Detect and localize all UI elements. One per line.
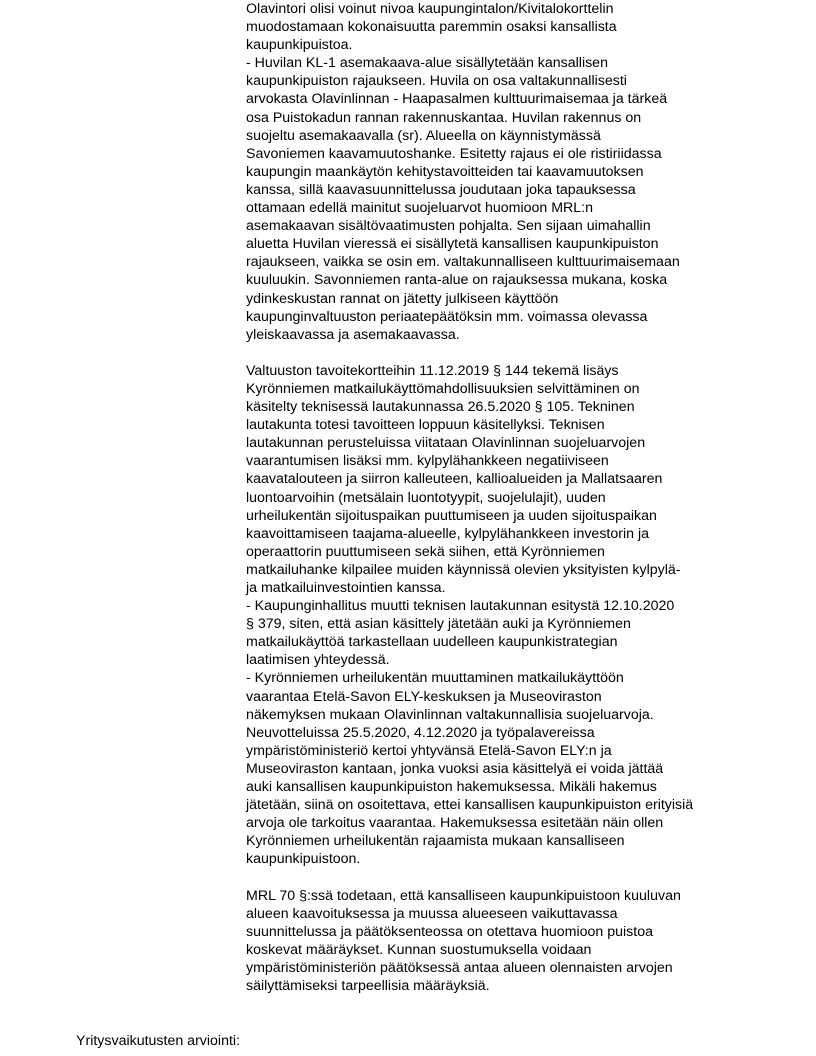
text-line: Museoviraston kantaan, jonka vuoksi asia käsittelyä ei voida jättää bbox=[246, 760, 664, 777]
text-line: ja matkailuinvestointien kanssa. bbox=[246, 580, 446, 596]
document-body bbox=[246, 0, 751, 995]
text-line: kaavatalouteen ja siirron kalleuteen, kallioalueiden ja Mallatsaaren bbox=[246, 471, 663, 488]
text-line: § 379, siten, että asian käsittely jätetään auki ja Kyrönniemen bbox=[246, 616, 631, 633]
text-line: koskevat määräykset. Kunnan suostumuksella voidaan bbox=[246, 941, 592, 958]
text-line: lautakunnan perusteluissa viitataan Olavinlinnan suojeluarvojen bbox=[246, 435, 646, 452]
text-line: matkailuhanke kilpailee muiden käynnissä olevien yksityisten kylpylä- bbox=[246, 561, 681, 578]
text-line: ympäristöministeriö kertoi yhtyvänsä Etelä-Savon ELY:n ja bbox=[246, 742, 612, 759]
text-line: laatimisen yhteydessä. bbox=[246, 652, 390, 669]
text-line: Kyrönniemen urheilukentän rajaamista mukaan kansalliseen bbox=[246, 833, 625, 850]
text-line: jätetään, siinä on osoitettava, ettei kansallisen kaupunkipuiston erityisiä bbox=[246, 797, 694, 814]
paragraph-spacer bbox=[246, 344, 751, 362]
text-line: vaarantaa Etelä-Savon ELY-keskuksen ja Museoviraston bbox=[246, 688, 602, 705]
text-line: suunnittelussa ja päätöksenteossa on otettava huomioon puistoa bbox=[246, 923, 653, 940]
text-line: ympäristöministeriön päätöksessä antaa alueen olennaisten arvojen bbox=[246, 959, 673, 976]
text-line: lautakunta totesi tavoitteen loppuun käsitellyksi. Teknisen bbox=[246, 417, 605, 434]
text-line: matkailukäyttöä tarkastellaan uudelleen kaupunkistrategian bbox=[246, 634, 618, 651]
text-line: kaupunkipuistoon. bbox=[246, 851, 361, 868]
text-line: vaarantumisen lisäksi mm. kylpylähankkeen negatiiviseen bbox=[246, 453, 609, 470]
text-line: kanssa, sillä kaavasuunnittelussa joudutaan joka tapauksessa bbox=[246, 181, 636, 198]
paragraph-2 bbox=[246, 362, 751, 869]
text-line: Valtuuston tavoitekortteihin 11.12.2019 § 144 tekemä lisäys bbox=[246, 362, 619, 379]
text-line: luontoarvoihin (metsälain luontotyypit, suojelulajit), uuden bbox=[246, 489, 606, 506]
section-heading: Yritysvaikutusten arviointi: bbox=[76, 1033, 241, 1049]
text-line: - Huvilan KL-1 asemakaava-alue sisällytetään kansallisen bbox=[246, 55, 608, 72]
text-line: yleiskaavassa ja asemakaavassa. bbox=[246, 326, 460, 343]
text-line: aluetta Huvilan vieressä ei sisällytetä kansallisen kaupunkipuiston bbox=[246, 236, 659, 253]
paragraph-spacer bbox=[246, 869, 751, 887]
text-line: Olavintori olisi voinut nivoa kaupungintalon/Kivitalokorttelin bbox=[246, 1, 614, 17]
text-line: osa Puistokadun rannan rakennuskantaa. Huvilan rakennus on bbox=[246, 109, 642, 126]
text-line: kaupunginvaltuuston periaatepäätöksin mm. voimassa olevassa bbox=[246, 308, 648, 325]
text-line: - Kaupunginhallitus muutti teknisen lautakunnan esitystä 12.10.2020 bbox=[246, 598, 675, 615]
text-line: kaavoittamiseen taajama-alueelle, kylpylähankkeen investorin ja bbox=[246, 525, 649, 542]
text-line: kuuluukin. Savonniemen ranta-alue on rajauksessa mukana, koska bbox=[246, 272, 668, 289]
text-line: asemakaavan sisältövaatimusten pohjalta. Sen sijaan uimahallin bbox=[246, 218, 651, 235]
text-line: ydinkeskustan rannat on jätetty julkiseen käyttöön bbox=[246, 290, 559, 307]
text-line: operaattorin puuttumiseen sekä siihen, että Kyrönniemen bbox=[246, 543, 605, 560]
text-line: MRL 70 §:ssä todetaan, että kansalliseen kaupunkipuistoon kuuluvan bbox=[246, 887, 681, 904]
paragraph-1 bbox=[246, 0, 751, 344]
text-line: kaupunkipuistoa. bbox=[246, 37, 353, 54]
text-line: näkemyksen mukaan Olavinlinnan valtakunnallisia suojeluarvoja. bbox=[246, 706, 654, 723]
text-line: suojeltu asemakaavalla (sr). Alueella on käynnistymässä bbox=[246, 127, 601, 144]
text-line: käsitelty teknisessä lautakunnassa 26.5.2020 § 105. Tekninen bbox=[246, 399, 635, 416]
text-line: alueen kaavoituksessa ja muussa alueeseen vaikuttavassa bbox=[246, 905, 618, 922]
text-line: säilyttämiseksi tarpeellisia määräyksiä. bbox=[246, 978, 490, 995]
text-line: arvokasta Olavinlinnan - Haapasalmen kulttuurimaisemaa ja tärkeä bbox=[246, 91, 668, 108]
text-line: rajaukseen, vaikka se osin em. valtakunnalliseen kulttuurimaisemaan bbox=[246, 254, 680, 271]
text-line: - Kyrönniemen urheilukentän muuttaminen matkailukäyttöön bbox=[246, 670, 624, 687]
text-line: Neuvotteluissa 25.5.2020, 4.12.2020 ja työpalavereissa bbox=[246, 724, 595, 741]
text-line: ottamaan edellä mainitut suojeluarvot huomioon MRL:n bbox=[246, 200, 594, 217]
text-line: urheilukentän sijoituspaikan puuttumiseen ja uuden sijoituspaikan bbox=[246, 507, 657, 524]
paragraph-3 bbox=[246, 887, 751, 996]
text-line: arvoja ole tarkoitus vaarantaa. Hakemuksessa esitetään näin ollen bbox=[246, 815, 664, 832]
text-line: muodostamaan kokonaisuutta paremmin osaksi kansallista bbox=[246, 19, 617, 36]
text-line: Savoniemen kaavamuutoshanke. Esitetty rajaus ei ole ristiriidassa bbox=[246, 145, 662, 162]
text-line: Kyrönniemen matkailukäyttömahdollisuuksien selvittäminen on bbox=[246, 380, 640, 397]
text-line: kaupungin maankäytön kehitystavoitteiden tai kaavamuutoksen bbox=[246, 163, 644, 180]
text-line: auki kansallisen kaupunkipuiston hakemuksessa. Mikäli hakemus bbox=[246, 779, 657, 796]
text-line: kaupunkipuiston rajaukseen. Huvila on osa valtakunnallisesti bbox=[246, 73, 627, 90]
